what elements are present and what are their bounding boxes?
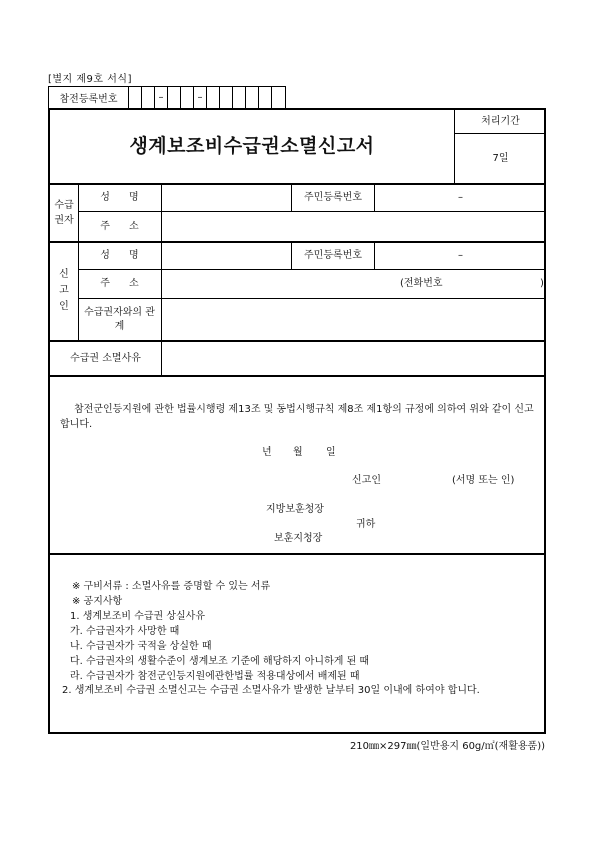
- recipient-address-label: 주 소: [100, 220, 139, 232]
- reporter-relation-field[interactable]: [162, 299, 546, 340]
- addressee-branch-office: 보훈지청장: [274, 533, 323, 544]
- recipient-group-text: 수급권자: [54, 199, 74, 226]
- date-month: 월: [293, 447, 303, 458]
- registration-number-label: 참전등록번호: [49, 87, 129, 108]
- form-frame: [48, 108, 546, 734]
- processing-period-label: 처리기간: [481, 115, 520, 127]
- registration-dash-cell: –: [155, 87, 168, 108]
- reporter-group-label: [50, 242, 78, 340]
- registration-digit-cell[interactable]: [220, 87, 233, 108]
- note-item-1: 1. 생계보조비 수급권 상실사유: [70, 611, 205, 622]
- recipient-id-label: 주민등록번호: [304, 191, 362, 203]
- reporter-signature-label: 신고인: [352, 475, 381, 486]
- registration-digit-cell[interactable]: [246, 87, 259, 108]
- registration-digit-cell[interactable]: [168, 87, 181, 108]
- reporter-address-label: 주 소: [100, 278, 139, 290]
- divider: [50, 375, 546, 377]
- reporter-phone-close: ): [540, 278, 544, 289]
- registration-number-box: [48, 86, 286, 108]
- note-item-1a: 가. 수급권자가 사망한 때: [70, 626, 180, 637]
- recipient-id-field[interactable]: –: [458, 191, 463, 203]
- reporter-relation-text: 수급권자와의 관계: [84, 307, 155, 332]
- reporter-id-field[interactable]: –: [458, 249, 463, 261]
- signature-instruction: (서명 또는 인): [452, 475, 515, 486]
- registration-digit-cell[interactable]: [129, 87, 142, 108]
- note-item-1d: 라. 수급권자가 참전군인등지원에관한법률 적용대상에서 배제된 때: [70, 671, 360, 682]
- registration-digit-cell[interactable]: [233, 87, 246, 108]
- reporter-name-field[interactable]: [162, 242, 291, 269]
- form-number-label: [별지 제9호 서식]: [48, 74, 132, 85]
- divider: [50, 553, 546, 555]
- recipient-address-field[interactable]: [162, 212, 546, 241]
- reporter-group-text: 신고인: [59, 269, 69, 312]
- registration-digit-cell[interactable]: [259, 87, 272, 108]
- registration-box-filler: [272, 87, 285, 108]
- note-item-1c: 다. 수급권자의 생활수준이 생계보조 기준에 해당하지 아니하게 된 때: [70, 656, 370, 667]
- reporter-relation-label: [78, 299, 161, 340]
- date-day: 일: [326, 447, 336, 458]
- reporter-name-label: 성 명: [100, 249, 139, 261]
- note-notice-heading: ※ 공지사항: [72, 596, 123, 607]
- note-item-1b: 나. 수급권자가 국적을 상실한 때: [70, 641, 212, 652]
- addressee-honorific: 귀하: [356, 519, 376, 530]
- recipient-name-field[interactable]: [162, 184, 291, 211]
- registration-digit-cell[interactable]: [181, 87, 194, 108]
- recipient-group-label: [50, 184, 78, 241]
- addressee-regional-office: 지방보훈청장: [266, 504, 324, 515]
- note-required-documents: ※ 구비서류 : 소멸사유를 증명할 수 있는 서류: [72, 581, 271, 592]
- reporter-id-label: 주민등록번호: [304, 249, 362, 261]
- recipient-name-label: 성 명: [100, 191, 139, 203]
- registration-dash-cell: –: [194, 87, 207, 108]
- note-item-2: 2. 생계보조비 수급권 소멸신고는 수급권 소멸사유가 발생한 날부터 30일 이내에 하여야 합니다.: [62, 685, 480, 696]
- registration-digit-cell[interactable]: [207, 87, 220, 108]
- reporter-phone-label: (전화번호: [400, 278, 443, 289]
- registration-digit-cell[interactable]: [142, 87, 155, 108]
- paper-spec-footer: 210㎜×297㎜(일반용지 60g/㎡(재활용품)): [349, 741, 545, 752]
- processing-period-value: 7일: [492, 152, 509, 164]
- declaration-text: 참전군인등지원에 관한 법률시행령 제13조 및 동법시행규칙 제8조 제1항의 규정에 의하여 위와 같이 신고합니다.: [60, 404, 534, 430]
- date-year: 년: [262, 447, 272, 458]
- termination-reason-field[interactable]: [162, 342, 546, 375]
- reporter-address-field[interactable]: [162, 270, 546, 298]
- termination-reason-label: 수급권 소멸사유: [70, 352, 141, 364]
- form-title: 생계보조비수급권소멸신고서: [129, 134, 375, 157]
